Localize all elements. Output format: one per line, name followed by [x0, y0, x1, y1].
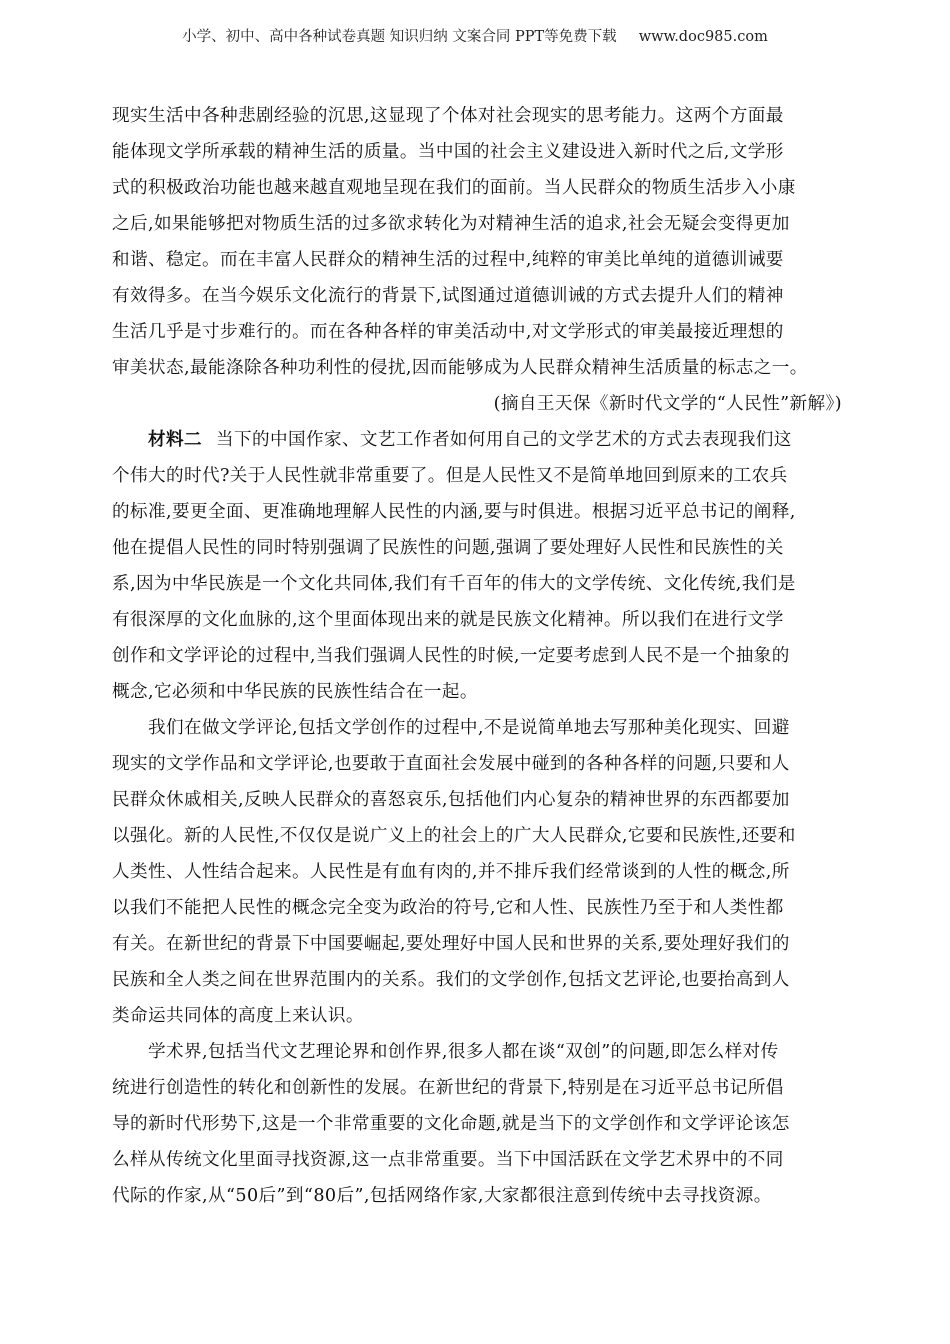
text-line: 的标准,要更全面、更准确地理解人民性的内涵,要与时俱进。根据习近平总书记的阐释,	[112, 502, 796, 522]
text-line: 概念,它必须和中华民族的民族性结合在一起。	[112, 682, 478, 702]
text-line: 学术界,包括当代文艺理论界和创作界,很多人都在谈“双创”的问题,即怎么样对传	[148, 1042, 779, 1062]
material2-label: 材料二	[148, 430, 202, 450]
text-line: 统进行创造性的转化和创新性的发展。在新世纪的背景下,特别是在习近平总书记所倡	[112, 1078, 784, 1098]
text-line: 有关。在新世纪的背景下中国要崛起,要处理好中国人民和世界的关系,要处理好我们的	[112, 934, 790, 954]
material2-paragraph-2	[112, 710, 842, 1034]
text-line: 民族和全人类之间在世界范围内的关系。我们的文学创作,包括文艺评论,也要抬高到人	[112, 970, 790, 990]
text-line: 民群众休戚相关,反映人民群众的喜怒哀乐,包括他们内心复杂的精神世界的东西都要加	[112, 790, 790, 810]
text-line: 代际的作家,从“50后”到“80后”,包括网络作家,大家都很注意到传统中去寻找资源。	[112, 1186, 772, 1206]
page-header	[0, 26, 950, 48]
text-line: 系,因为中华民族是一个文化共同体,我们有千百年的伟大的文学传统、文化传统,我们是	[112, 574, 796, 594]
text-line: 我们在做文学评论,包括文学创作的过程中,不是说简单地去写那种美化现实、回避	[148, 718, 790, 738]
material1-paragraph	[112, 98, 842, 386]
text-line	[112, 422, 842, 458]
text-line: 人类性、人性结合起来。人民性是有血有肉的,并不排斥我们经常谈到的人性的概念,所	[112, 862, 790, 882]
text-line: 现实生活中各种悲剧经验的沉思,这显现了个体对社会现实的思考能力。这两个方面最	[112, 106, 784, 126]
text-line: 导的新时代形势下,这是一个非常重要的文化命题,就是当下的文学创作和文学评论该怎	[112, 1114, 790, 1134]
text-line: 有效得多。在当今娱乐文化流行的背景下,试图通过道德训诫的方式去提升人们的精神	[112, 286, 784, 306]
text-line: 类命运共同体的高度上来认识。	[112, 1006, 364, 1026]
material1-source: (摘自王天保《新时代文学的“人民性”新解》)	[493, 394, 842, 414]
text-line: 之后,如果能够把对物质生活的过多欲求转化为对精神生活的追求,社会无疑会变得更加	[112, 214, 790, 234]
text-line: 生活几乎是寸步难行的。而在各种各样的审美活动中,对文学形式的审美最接近理想的	[112, 322, 784, 342]
text-line: 以强化。新的人民性,不仅仅是说广义上的社会上的广大人民群众,它要和民族性,还要和	[112, 826, 796, 846]
text-line: 个伟大的时代?关于人民性就非常重要了。但是人民性又不是简单地回到原来的工农兵	[112, 466, 788, 486]
header-text: 小学、初中、高中各种试卷真题 知识归纳 文案合同 PPT等免费下载	[182, 29, 617, 45]
text-line: 么样从传统文化里面寻找资源,这一点非常重要。当下中国活跃在文学艺术界中的不同	[112, 1150, 784, 1170]
text-line: 有很深厚的文化血脉的,这个里面体现出来的就是民族文化精神。所以我们在进行文学	[112, 610, 784, 630]
header-site-link[interactable]: www.doc985.com	[638, 29, 768, 45]
text-line: 创作和文学评论的过程中,当我们强调人民性的时候,一定要考虑到人民不是一个抽象的	[112, 646, 790, 666]
document-body	[112, 98, 842, 1214]
text-line: 现实的文学作品和文学评论,也要敢于直面社会发展中碰到的各种各样的问题,只要和人	[112, 754, 790, 774]
text-line: 式的积极政治功能也越来越直观地呈现在我们的面前。当人民群众的物质生活步入小康	[112, 178, 796, 198]
text-line: 他在提倡人民性的同时特别强调了民族性的问题,强调了要处理好人民性和民族性的关	[112, 538, 784, 558]
text-line: 审美状态,最能涤除各种功利性的侵扰,因而能够成为人民群众精神生活质量的标志之一。	[112, 358, 808, 378]
text-line: 以我们不能把人民性的概念完全变为政治的符号,它和人性、民族性乃至于和人类性都	[112, 898, 784, 918]
material2-paragraph-3	[112, 1034, 842, 1214]
material2-first-line: 当下的中国作家、文艺工作者如何用自己的文学艺术的方式去表现我们这	[215, 430, 792, 450]
text-line: 和谐、稳定。而在丰富人民群众的精神生活的过程中,纯粹的审美比单纯的道德训诫要	[112, 250, 784, 270]
text-line: 能体现文学所承载的精神生活的质量。当中国的社会主义建设进入新时代之后,文学形	[112, 142, 784, 162]
material2-paragraph-1	[112, 422, 842, 710]
